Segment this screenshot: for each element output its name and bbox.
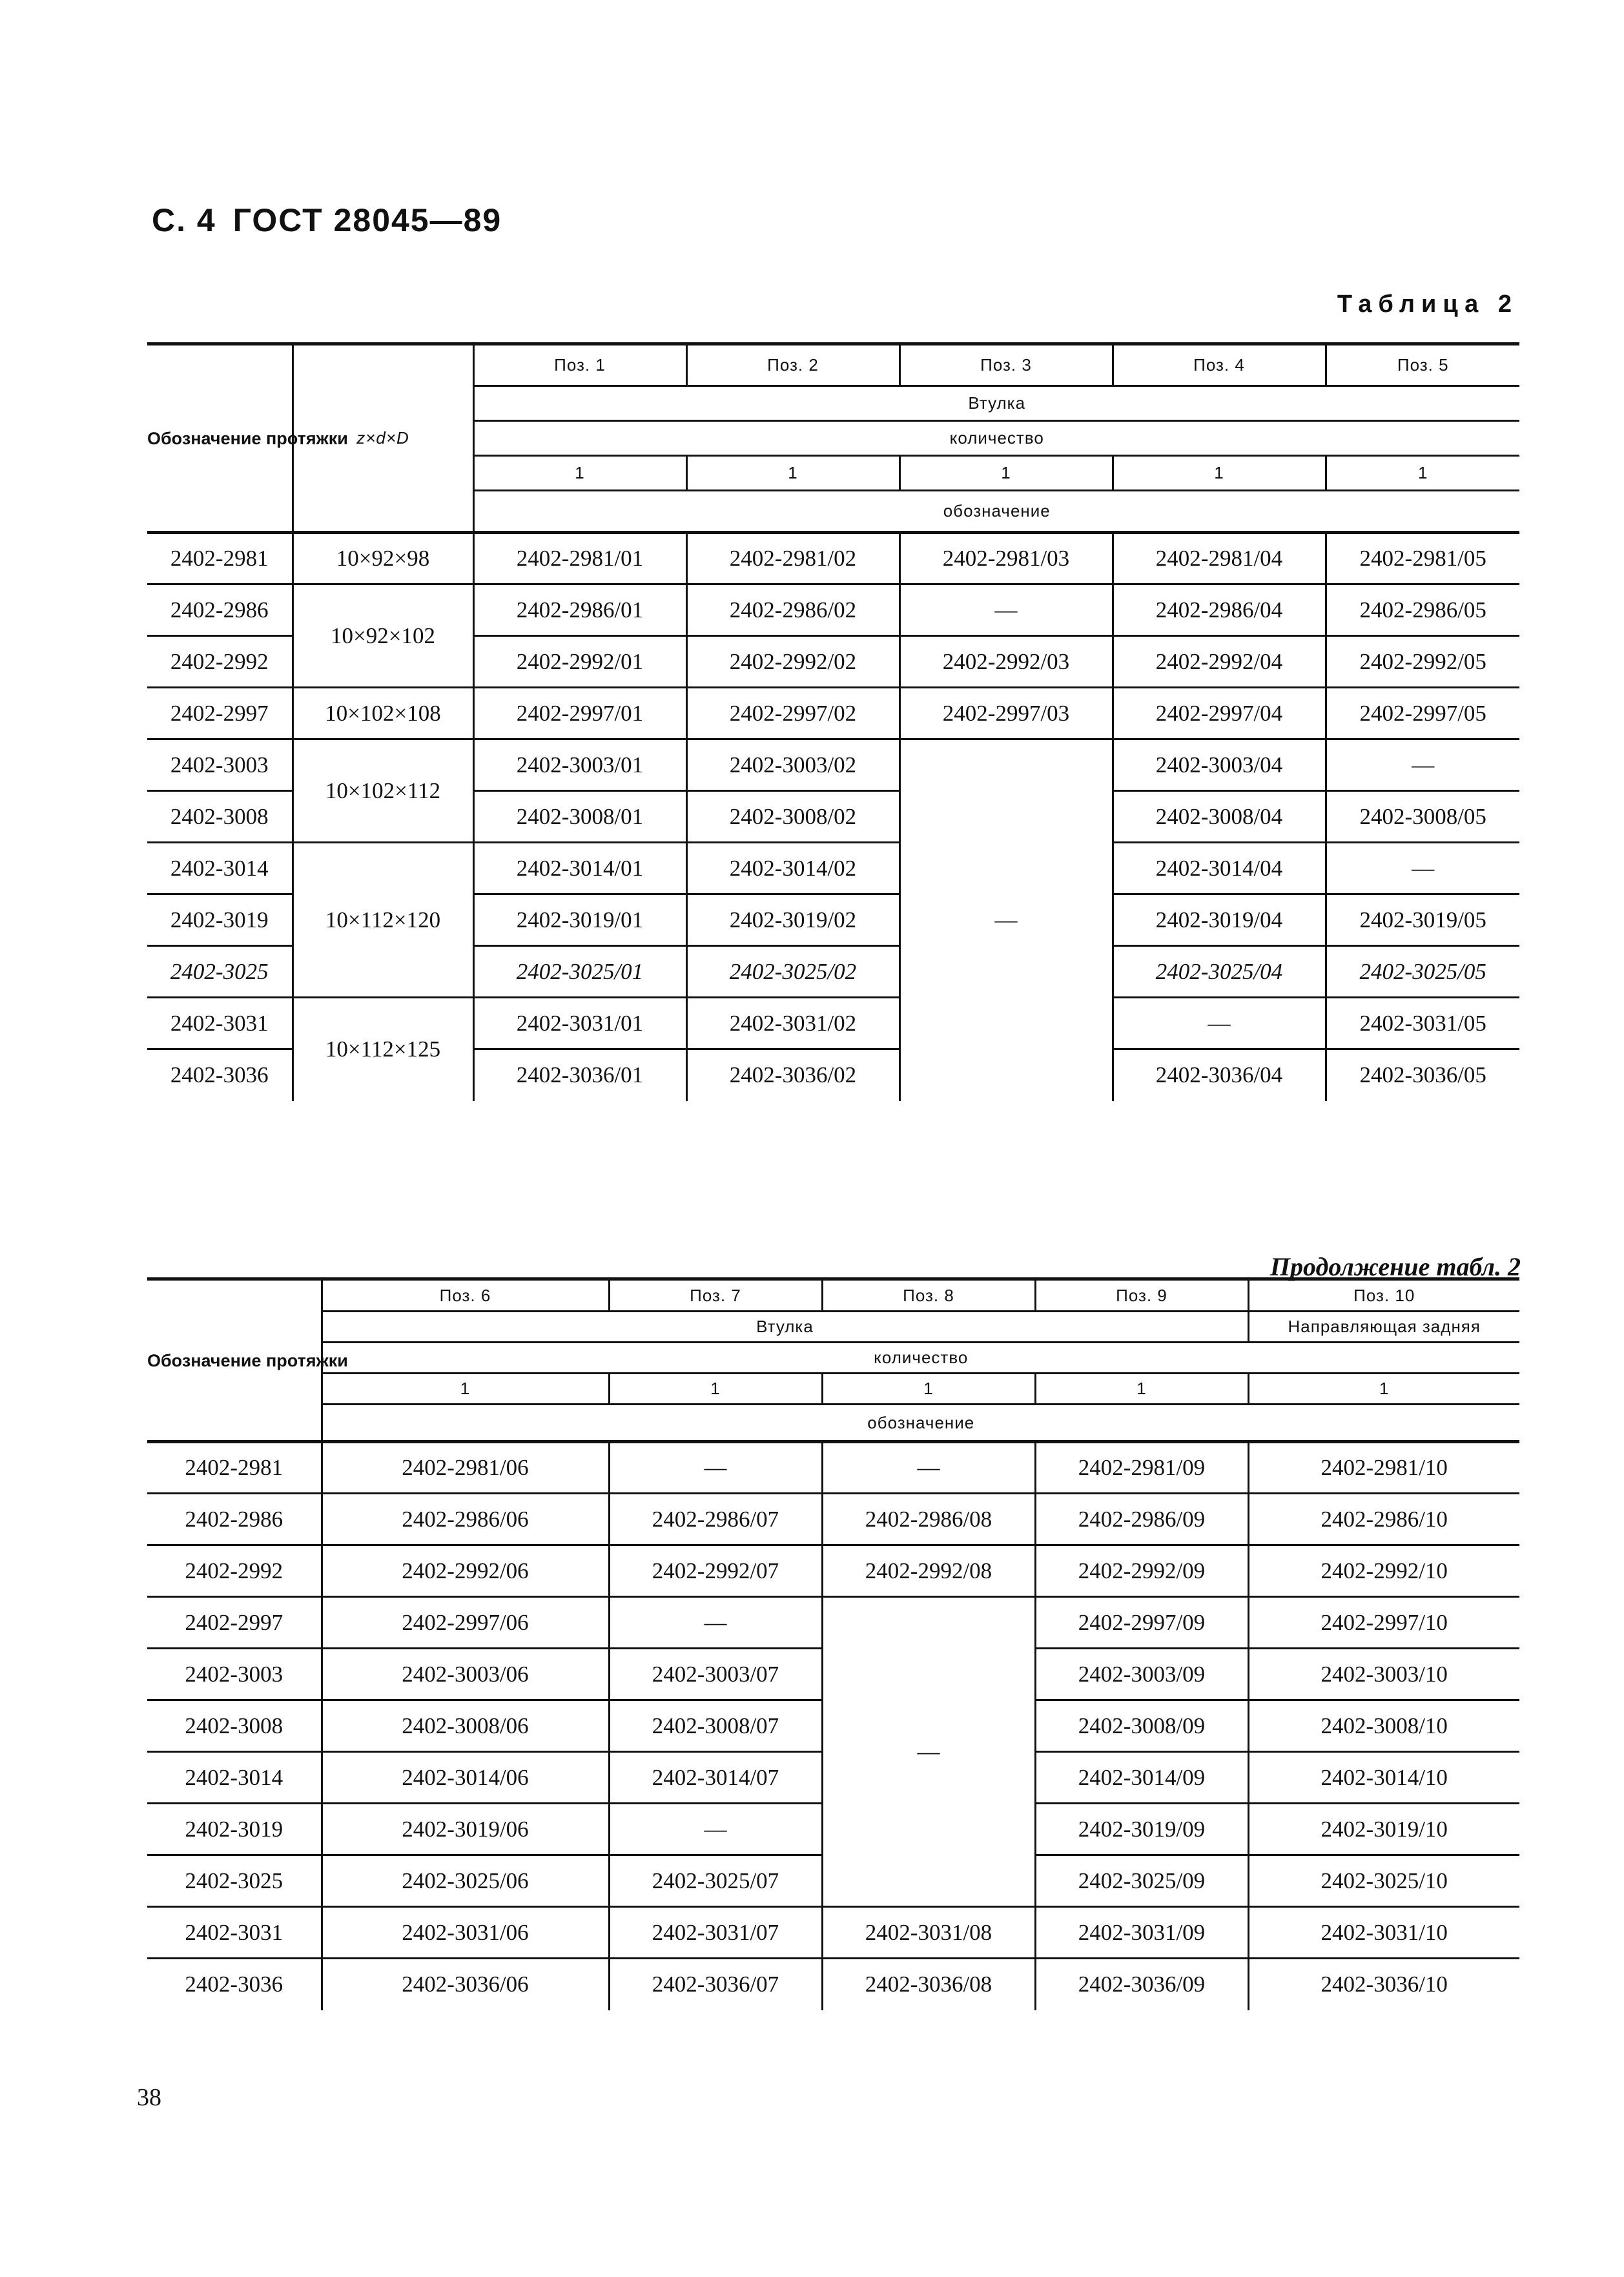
cell: 2402-3008/10: [1248, 1700, 1519, 1752]
cell: 2402-3025/04: [1113, 946, 1326, 998]
cell: 2402-3014/07: [609, 1752, 822, 1804]
cell: 2402-3031/05: [1326, 998, 1519, 1049]
cell: 2402-3019/10: [1248, 1804, 1519, 1855]
pos-header: Поз. 8: [822, 1279, 1035, 1312]
part-header: Втулка: [322, 1312, 1248, 1343]
qty-value: 1: [1326, 456, 1519, 491]
row-name: 2402-3014: [147, 1752, 322, 1804]
cell: 2402-3031/09: [1035, 1907, 1248, 1959]
cell: 2402-3003/10: [1248, 1649, 1519, 1700]
table-label: Таблица 2: [1337, 291, 1518, 318]
table-row: [147, 1545, 1519, 1597]
table-row: [147, 998, 1519, 1049]
row-dims: 10×92×98: [293, 533, 473, 584]
cell: —: [1326, 739, 1519, 791]
cell: 2402-3031/06: [322, 1907, 609, 1959]
table-row: [147, 1907, 1519, 1959]
cell: 2402-3003/09: [1035, 1649, 1248, 1700]
table-row: [147, 688, 1519, 739]
cell: 2402-3014/10: [1248, 1752, 1519, 1804]
cell: 2402-3008/09: [1035, 1700, 1248, 1752]
cell: 2402-3003/06: [322, 1649, 609, 1700]
cell: 2402-3008/05: [1326, 791, 1519, 843]
cell: 2402-3003/01: [473, 739, 686, 791]
cell: 2402-2981/06: [322, 1442, 609, 1494]
row-name: 2402-3031: [147, 998, 293, 1049]
cell: 2402-2992/07: [609, 1545, 822, 1597]
cell: 2402-2997/05: [1326, 688, 1519, 739]
cell: 2402-3019/06: [322, 1804, 609, 1855]
row-dims: 10×92×102: [293, 584, 473, 688]
designation-header: Обозначение протяжки: [147, 344, 293, 533]
cell: 2402-2986/05: [1326, 584, 1519, 636]
cell: 2402-2997/06: [322, 1597, 609, 1649]
row-name: 2402-3003: [147, 1649, 322, 1700]
cell: 2402-2992/10: [1248, 1545, 1519, 1597]
cell: 2402-2992/03: [899, 636, 1113, 688]
cell: 2402-2981/05: [1326, 533, 1519, 584]
cell: 2402-2992/06: [322, 1545, 609, 1597]
cell: 2402-3036/05: [1326, 1049, 1519, 1101]
cell: —: [609, 1804, 822, 1855]
cell: 2402-2981/02: [686, 533, 899, 584]
cell: 2402-3036/02: [686, 1049, 899, 1101]
cell: 2402-3031/07: [609, 1907, 822, 1959]
cell: 2402-2986/06: [322, 1494, 609, 1545]
row-name: 2402-3036: [185, 1972, 283, 1997]
row-name: 2402-2981: [147, 533, 293, 584]
cell: 2402-3031/08: [822, 1907, 1035, 1959]
cell: —: [1113, 998, 1326, 1049]
cell: —: [822, 1442, 1035, 1494]
cell: 2402-2986/10: [1248, 1494, 1519, 1545]
row-dims: 10×102×108: [293, 688, 473, 739]
cell: —: [899, 584, 1113, 636]
part-header: Втулка: [473, 386, 1519, 421]
row-name: 2402-3014: [147, 843, 293, 894]
cell: 2402-3019/02: [686, 894, 899, 946]
table-row: [147, 1597, 1519, 1649]
cell: 2402-2981/01: [473, 533, 686, 584]
row-name: 2402-2992: [147, 1545, 322, 1597]
row-name: 2402-3025: [147, 946, 293, 998]
cell: 2402-3036/06: [322, 1959, 609, 2010]
page-number: 38: [137, 2084, 161, 2111]
qty-value: 1: [899, 456, 1113, 491]
table-row: [147, 1442, 1519, 1494]
cell: 2402-3008/01: [473, 791, 686, 843]
table-row: [147, 1494, 1519, 1545]
designation-header: Обозначение протяжки: [147, 1279, 322, 1442]
cell: 2402-2986/09: [1035, 1494, 1248, 1545]
pos-header: Поз. 7: [609, 1279, 822, 1312]
cell: 2402-2992/01: [473, 636, 686, 688]
row-name: 2402-3025: [147, 1855, 322, 1907]
cell: 2402-3031/10: [1248, 1907, 1519, 1959]
cell: 2402-3019/04: [1113, 894, 1326, 946]
qty-header: количество: [473, 421, 1519, 456]
cell: 2402-3025/05: [1326, 946, 1519, 998]
cell: 2402-3014/04: [1113, 843, 1326, 894]
qty-value: 1: [822, 1374, 1035, 1405]
table-row: [147, 843, 1519, 894]
cell: 2402-3008/02: [686, 791, 899, 843]
cell: 2402-3019/09: [1035, 1804, 1248, 1855]
qty-value: 1: [322, 1374, 609, 1405]
row-name: 2402-2997: [147, 1597, 322, 1649]
standard-number: ГОСТ 28045—89: [232, 202, 502, 238]
cell: 2402-3014/06: [322, 1752, 609, 1804]
cell: 2402-2986/08: [822, 1494, 1035, 1545]
cell: 2402-3025/10: [1248, 1855, 1519, 1907]
table-row: [147, 533, 1519, 584]
row-name: 2402-2981: [147, 1442, 322, 1494]
cell: 2402-3003/04: [1113, 739, 1326, 791]
cell: 2402-2986/07: [609, 1494, 822, 1545]
cell: 2402-2992/09: [1035, 1545, 1248, 1597]
continuation-label: Продолжение табл. 2: [1269, 1252, 1521, 1281]
qty-value: 1: [1248, 1374, 1519, 1405]
cell: 2402-2992/08: [822, 1545, 1035, 1597]
row-name: 2402-2986: [147, 1494, 322, 1545]
pos-header: Поз. 10: [1248, 1279, 1519, 1312]
cell: 2402-2997/03: [899, 688, 1113, 739]
cell: 2402-2997/02: [686, 688, 899, 739]
row-name: 2402-3036: [170, 1062, 269, 1088]
cell: 2402-3025/07: [609, 1855, 822, 1907]
table-row: [147, 584, 1519, 636]
cell: 2402-3008/04: [1113, 791, 1326, 843]
row-name: 2402-2986: [147, 584, 293, 636]
dims-header: z×d×D: [293, 344, 473, 533]
cell: 2402-3014/01: [473, 843, 686, 894]
cell: 2402-3036/07: [609, 1959, 822, 2010]
cell-merged: —: [899, 739, 1113, 1101]
row-dims: 10×112×120: [293, 843, 473, 998]
pos-header: Поз. 5: [1326, 344, 1519, 386]
cell: 2402-2997/01: [473, 688, 686, 739]
row-name: 2402-3003: [147, 739, 293, 791]
cell: 2402-3008/07: [609, 1700, 822, 1752]
cell: 2402-2986/01: [473, 584, 686, 636]
cell: 2402-3014/09: [1035, 1752, 1248, 1804]
pos-header: Поз. 9: [1035, 1279, 1248, 1312]
row-dims: 10×102×112: [293, 739, 473, 843]
cell: —: [609, 1597, 822, 1649]
cell: 2402-2981/09: [1035, 1442, 1248, 1494]
table-2-continued: [147, 1277, 1519, 2010]
cell: —: [609, 1442, 822, 1494]
row-name: 2402-2992: [147, 636, 293, 688]
cell: 2402-3019/01: [473, 894, 686, 946]
cell: 2402-2992/02: [686, 636, 899, 688]
cell: 2402-2981/10: [1248, 1442, 1519, 1494]
cell: 2402-3036/08: [822, 1959, 1035, 2010]
cell: 2402-2992/04: [1113, 636, 1326, 688]
cell: 2402-2986/04: [1113, 584, 1326, 636]
cell: 2402-3008/06: [322, 1700, 609, 1752]
cell: 2402-3036/01: [473, 1049, 686, 1101]
pos-header: Поз. 3: [899, 344, 1113, 386]
cell: 2402-2986/02: [686, 584, 899, 636]
cell: 2402-2992/05: [1326, 636, 1519, 688]
row-name: 2402-3019: [147, 1804, 322, 1855]
qty-value: 1: [609, 1374, 822, 1405]
row-name: 2402-3019: [147, 894, 293, 946]
row-name: 2402-3031: [147, 1907, 322, 1959]
qty-value: 1: [686, 456, 899, 491]
pos-header: Поз. 6: [322, 1279, 609, 1312]
desig-header: обозначение: [322, 1405, 1519, 1442]
cell: 2402-3031/02: [686, 998, 899, 1049]
cell: 2402-2997/09: [1035, 1597, 1248, 1649]
cell: 2402-3025/09: [1035, 1855, 1248, 1907]
cell: 2402-3025/01: [473, 946, 686, 998]
cell: 2402-3031/01: [473, 998, 686, 1049]
part-header-2: Направляющая задняя: [1248, 1312, 1519, 1343]
cell: 2402-3014/02: [686, 843, 899, 894]
cell: 2402-2981/04: [1113, 533, 1326, 584]
cell: 2402-2997/10: [1248, 1597, 1519, 1649]
cell: 2402-2981/03: [899, 533, 1113, 584]
cell: 2402-3003/02: [686, 739, 899, 791]
qty-value: 1: [473, 456, 686, 491]
pos-header: Поз. 2: [686, 344, 899, 386]
pos-header: Поз. 1: [473, 344, 686, 386]
cell: 2402-3036/09: [1035, 1959, 1248, 2010]
table-row: [147, 1959, 1519, 2010]
cell: 2402-3003/07: [609, 1649, 822, 1700]
page-ref: С. 4: [152, 202, 216, 238]
page-header: [152, 201, 519, 239]
qty-value: 1: [1035, 1374, 1248, 1405]
cell: 2402-3036/04: [1113, 1049, 1326, 1101]
row-name: 2402-2997: [147, 688, 293, 739]
cell-merged: —: [822, 1597, 1035, 1907]
cell: 2402-3036/10: [1248, 1959, 1519, 2010]
cell: —: [1326, 843, 1519, 894]
table-row: [147, 739, 1519, 791]
cell: 2402-2997/04: [1113, 688, 1326, 739]
qty-value: 1: [1113, 456, 1326, 491]
row-dims: 10×112×125: [293, 998, 473, 1101]
row-name: 2402-3008: [147, 1700, 322, 1752]
cell: 2402-3025/06: [322, 1855, 609, 1907]
cell: 2402-3025/02: [686, 946, 899, 998]
desig-header: обозначение: [473, 491, 1519, 533]
row-name: 2402-3008: [147, 791, 293, 843]
table-2: [147, 342, 1519, 1101]
cell: 2402-3019/05: [1326, 894, 1519, 946]
pos-header: Поз. 4: [1113, 344, 1326, 386]
qty-header: количество: [322, 1343, 1519, 1374]
